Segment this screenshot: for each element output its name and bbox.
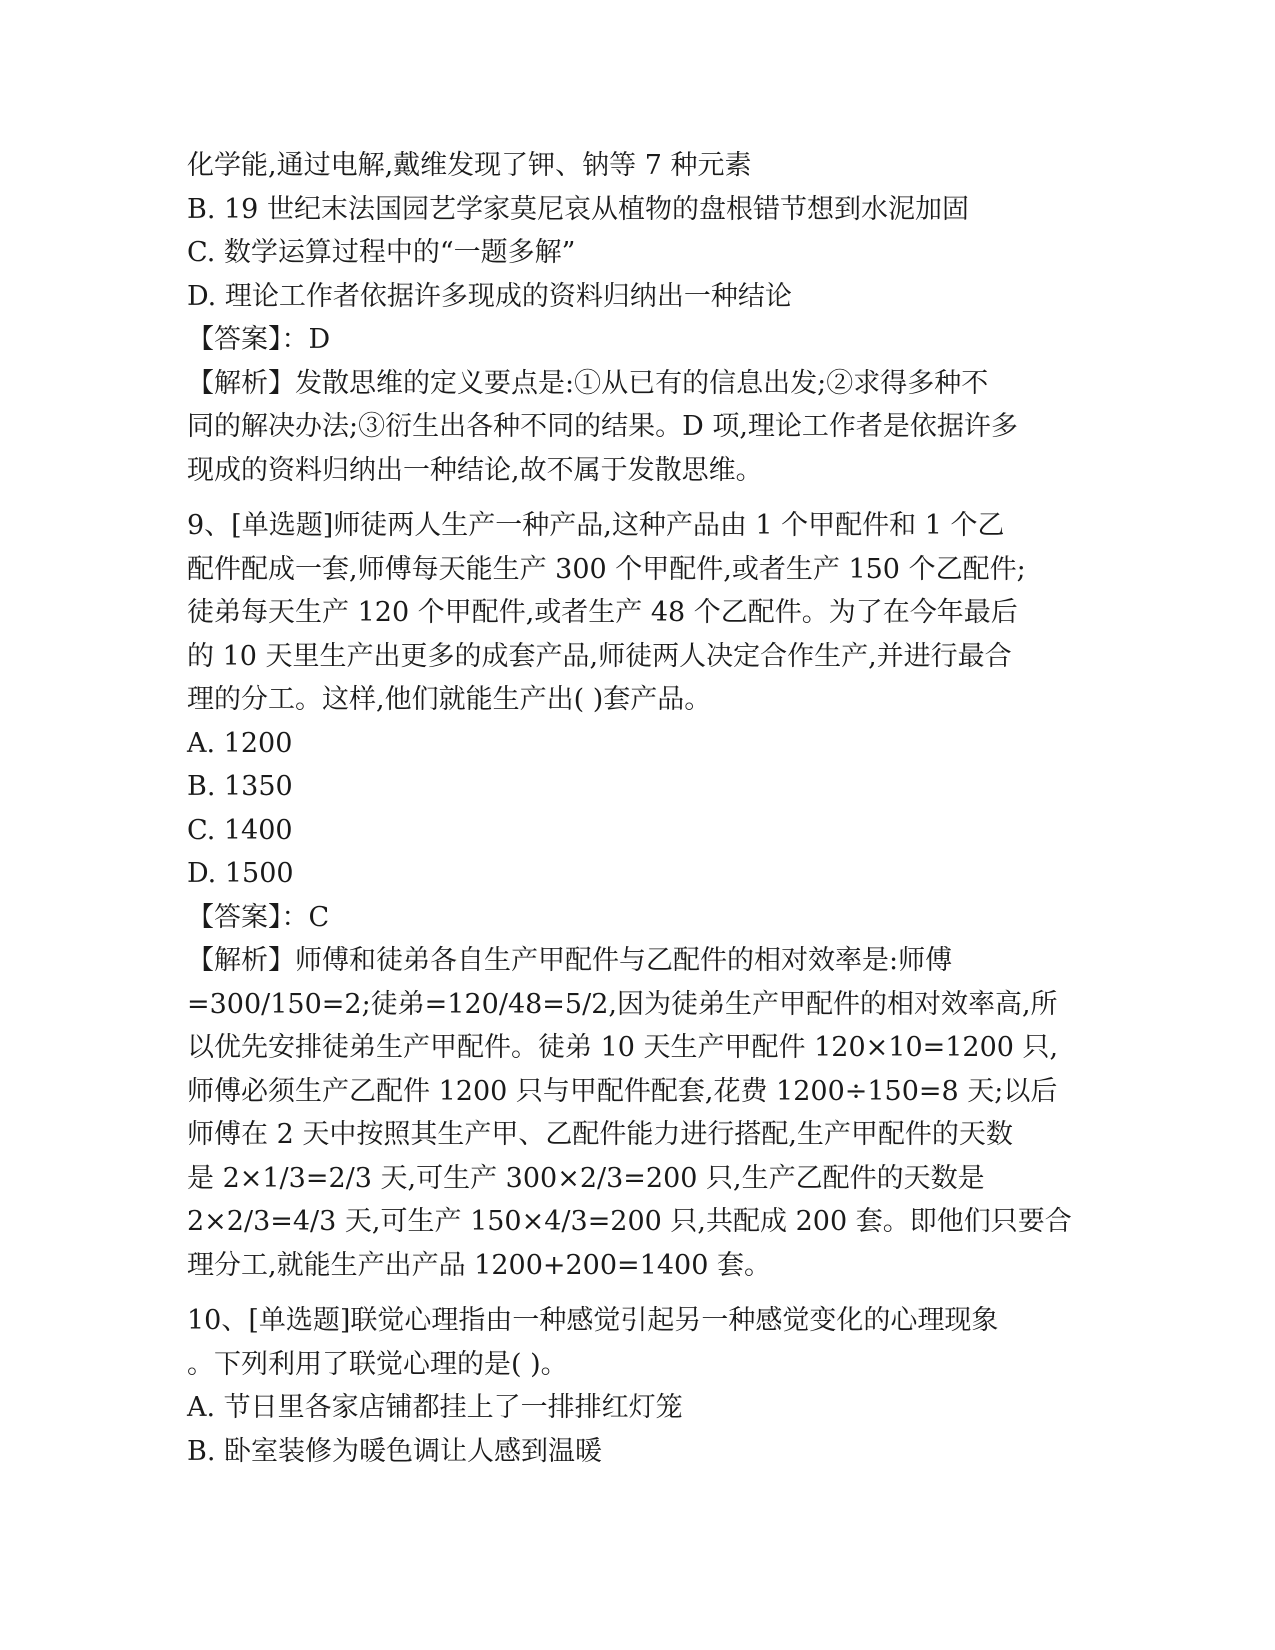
option-b: B. 19 世纪末法国园艺学家莫尼哀从植物的盘根错节想到水泥加固 [187, 193, 969, 225]
analysis-line: 师傅在 2 天中按照其生产甲、乙配件能力进行搭配,生产甲配件的天数 [187, 1119, 1013, 1150]
option-a: A. 节日里各家店铺都挂上了一排排红灯笼 [187, 1392, 683, 1423]
question-text-line: 9、[单选题]师徒两人生产一种产品,这种产品由 1 个甲配件和 1 个乙 [187, 510, 1005, 541]
question-text-line: 10、[单选题]联觉心理指由一种感觉引起另一种感觉变化的心理现象 [187, 1305, 999, 1336]
option-d: D. 1500 [187, 858, 294, 889]
question-text-line: 徒弟每天生产 120 个甲配件,或者生产 48 个乙配件。为了在今年最后 [187, 597, 1018, 628]
question-text-line: 。下列利用了联觉心理的是( )。 [187, 1348, 568, 1380]
question-10 [187, 1299, 1087, 1473]
analysis-line: 现成的资料归纳出一种结论,故不属于发散思维。 [187, 454, 763, 486]
analysis-line: 是 2×1/3=2/3 天,可生产 300×2/3=200 只,生产乙配件的天数是 [187, 1162, 985, 1194]
analysis-line: 同的解决办法;③衍生出各种不同的结果。D 项,理论工作者是依据许多 [187, 411, 1018, 442]
question-text-line: 配件配成一套,师傅每天能生产 300 个甲配件,或者生产 150 个乙配件; [187, 553, 1026, 585]
analysis-line: 【解析】发散思维的定义要点是:①从已有的信息出发;②求得多种不 [187, 367, 989, 399]
answer-line: 【答案】：C [187, 901, 330, 933]
option-b: B. 卧室装修为暖色调让人感到温暖 [187, 1435, 603, 1467]
question-8-continuation [187, 144, 1087, 492]
option-c: C. 数学运算过程中的“一题多解” [187, 237, 576, 268]
analysis-line: 师傅必须生产乙配件 1200 只与甲配件配套,花费 1200÷150=8 天;以后 [187, 1075, 1058, 1107]
analysis-line: =300/150=2;徒弟=120/48=5/2,因为徒弟生产甲配件的相对效率高,所 [187, 988, 1058, 1020]
option-b: B. 1350 [187, 771, 293, 802]
section-gap [187, 492, 1087, 504]
analysis-line: 2×2/3=4/3 天,可生产 150×4/3=200 只,共配成 200 套。即他们只要合 [187, 1206, 1072, 1237]
option-d: D. 理论工作者依据许多现成的资料归纳出一种结论 [187, 280, 792, 312]
analysis-line: 理分工,就能生产出产品 1200+200=1400 套。 [187, 1249, 771, 1281]
document-page [187, 144, 1087, 1473]
analysis-line: 以优先安排徒弟生产甲配件。徒弟 10 天生产甲配件 120×10=1200 只, [187, 1032, 1059, 1063]
question-text-line: 的 10 天里生产出更多的成套产品,师徒两人决定合作生产,并进行最合 [187, 640, 1012, 672]
option-a: A. 1200 [187, 727, 293, 759]
section-gap [187, 1287, 1087, 1299]
analysis-line: 【解析】师傅和徒弟各自生产甲配件与乙配件的相对效率是:师傅 [187, 945, 953, 976]
question-9 [187, 504, 1087, 1287]
option-c: C. 1400 [187, 814, 293, 846]
question-text-line: 理的分工。这样,他们就能生产出( )套产品。 [187, 684, 712, 715]
option-a-continuation: 化学能,通过电解,戴维发现了钾、钠等 7 种元素 [187, 150, 752, 181]
answer-line: 【答案】：D [187, 324, 331, 355]
